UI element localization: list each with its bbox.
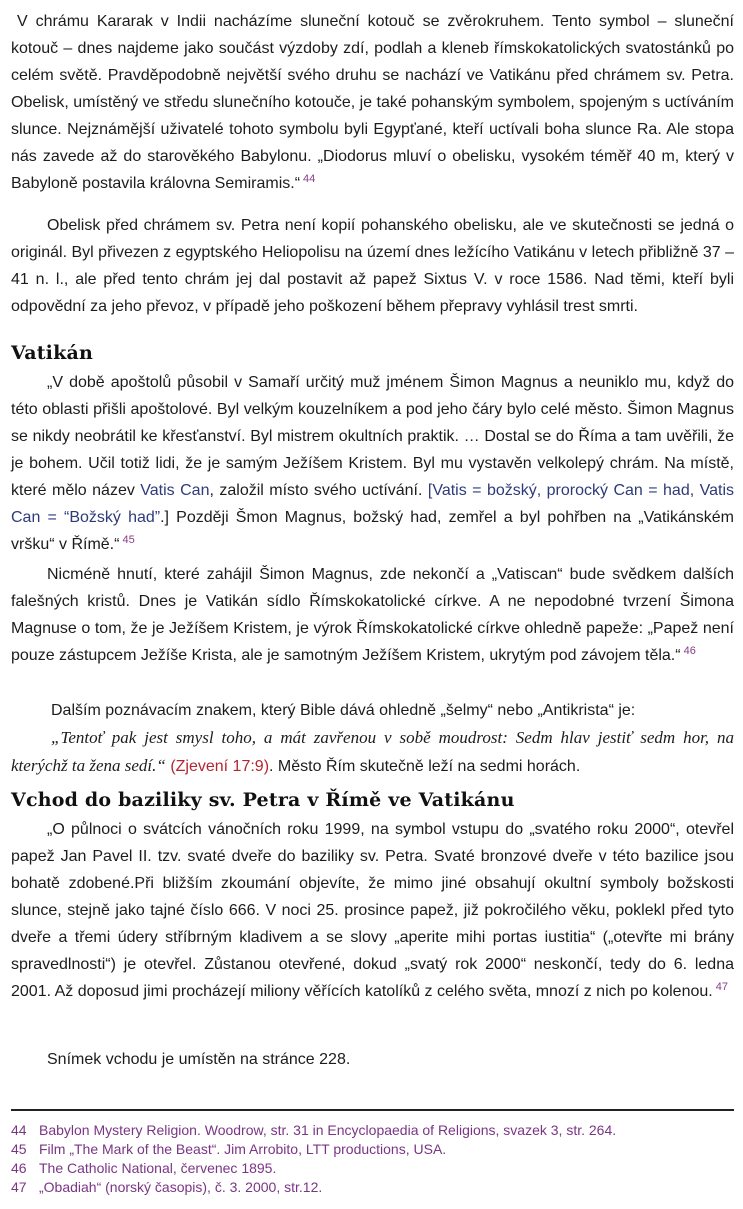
footnote-46 — [11, 1159, 276, 1178]
paragraph-sun-disc — [11, 8, 734, 197]
paragraph-text: V chrámu Kararak v Indii nacházíme sluneční kotouč se zvěrokruhem. Tento symbol – sluneční kotouč – dnes najdeme jako součást výzdoby zdí, podlah a kleneb římskokatolických svatostánků po celém světě. Pravděpodobně největší svého druhu se nachází ve Vatikánu před chrámem sv. Petra. Obelisk, umístěný ve středu slunečního kotouče, je také pohanským symbolem, spojeným s uctíváním slunce. Nejznámější uživatelé tohoto symbolu byli Egypťané, kteří uctívali boha slunce Ra. Ale stopa nás zavede až do starověkého Babylonu. „Diodorus mluví o obelisku, vysokém téměř 40 m, který v Babyloně postavila královna Semiramis.“ — [11, 13, 734, 192]
paragraph-revelation — [11, 724, 734, 780]
heading-basilica: Vchod do baziliky sv. Petra v Římě ve Vatikánu — [11, 789, 515, 811]
footnote-ref-45[interactable]: 45 — [122, 533, 135, 546]
footnote-ref-47[interactable]: 47 — [715, 980, 728, 993]
footnote-number: 45 — [11, 1141, 27, 1157]
footnote-text: Babylon Mystery Religion. Woodrow, str. 31 in Encyclopaedia of Religions, svazek 3, str. 264. — [39, 1122, 617, 1138]
bible-quote: „Tentoť pak jest smysl toho, a mát zavřenou v sobě moudrost: Sedm hlav jestiť sedm hor, na kterýchž ta žena sedí.“ — [11, 728, 734, 775]
footnote-text: Film „The Mark of the Beast“. Jim Arrobito, LTT productions, USA. — [39, 1141, 447, 1157]
paragraph-holy-door — [11, 816, 734, 1005]
bible-reference[interactable]: (Zjevení 17:9) — [170, 758, 270, 775]
paragraph-text: „V době apoštolů působil v Samaří určitý muž jménem Šimon Magnus a neuniklo mu, když do této oblasti přišli apoštolové. Byl velkým kouzelníkem a pod jeho čáry bylo celé město. Šimon Magnus se nikdy neobrátil ke křesťanství. Byl mistrem okultních praktik. … Dostal se do Říma a tam uvěřili, že je bohem. Učil totiž lidi, že je samým Ježíšem Kristem. Byl mu vystavěn velkolepý chrám. Na místě, které mělo název — [11, 374, 734, 499]
footnote-text: „Obadiah“ (norský časopis), č. 3. 2000, str.12. — [39, 1179, 323, 1195]
footnote-number: 47 — [11, 1179, 27, 1195]
paragraph-text: „O půlnoci o svátcích vánočních roku 1999, na symbol vstupu do „svatého roku 2000“, otevřel papež Jan Pavel II. tzv. svaté dveře do baziliky sv. Petra. Svaté bronzové dveře v této bazilice jsou bohatě zdobené.Při bližším zkoumání objevíte, že mimo jiné obsahují okultní symboly božskosti slunce, stejně jako tajné číslo 666. V noci 25. prosince papež, již pokročilého věku, poklekl před tyto dveře a třemi údery stříbrným kladivem a se slovy „aperite mihi portas iustitia“ („otevřte mi brány spravedlnosti“) je otevřel. Zůstanou otevřené, dokud „svatý rok 2000“ neskončí, tedy do 6. ledna 2001. Až doposud jimi procházejí miliony věřících katolíků z celého světa, mnozí z nich po kolenou. — [11, 821, 734, 1000]
paragraph-text: Nicméně hnutí, které zahájil Šimon Magnus, zde nekončí a „Vatiscan“ bude svědkem dalších falešných kristů. Dnes je Vatikán sídlo Římskokatolické církve. A ne nepodobné tvrzení Šimona Magnuse o tom, že je Ježíšem Kristem, je výrok Římskokatolické církve ohledně papeže: „Papež není pouze zástupcem Ježíše Krista, ale je samotným Ježíšem Kristem, ukrytým pod závojem těla.“ — [11, 566, 734, 664]
term-vatis-can: Vatis Can — [140, 482, 210, 499]
paragraph-photo-note: Snímek vchodu je umístěn na stránce 228. — [47, 1051, 351, 1068]
footnote-number: 44 — [11, 1122, 27, 1138]
footnote-divider — [11, 1109, 734, 1111]
paragraph-sign: Dalším poznávacím znakem, který Bible dává ohledně „šelmy“ nebo „Antikrista“ je: — [51, 702, 636, 719]
footnote-ref-44[interactable]: 44 — [303, 172, 316, 185]
footnote-44 — [11, 1121, 616, 1140]
paragraph-vatiscan — [11, 561, 734, 669]
footnote-45 — [11, 1140, 446, 1159]
heading-vatikan: Vatikán — [11, 342, 93, 364]
paragraph-obelisk: Obelisk před chrámem sv. Petra není kopií pohanského obelisku, ale ve skutečnosti se jedná o originál. Byl přivezen z egyptského Heliopolisu na území dnes ležícího Vatikánu v letech přibližně 37 – 41 n. l., ale před tento chrám jej dal postavit až papež Sixtus V. v roce 1586. Nad těmi, kteří byli odpovědní za jeho převoz, v případě jeho poškození během přepravy vyhlásil trest smrti. — [11, 217, 734, 315]
paragraph-text: .] Později Šmon Magnus, božský had, zemřel a byl pohřben na „Vatikánském vršku“ v Římě.“ — [11, 509, 734, 553]
footnote-47 — [11, 1178, 322, 1197]
paragraph-simon-magnus — [11, 369, 734, 558]
paragraph-text: . Město Řím skutečně leží na sedmi horách. — [269, 758, 581, 775]
footnote-number: 46 — [11, 1160, 27, 1176]
term-explanation: [Vatis = božský, prorocký Can = had, Vatis Can = “Božský had” — [11, 482, 734, 526]
footnote-text: The Catholic National, červenec 1895. — [39, 1160, 277, 1176]
footnote-ref-46[interactable]: 46 — [683, 644, 696, 657]
paragraph-text: , založil místo svého uctívání. — [209, 482, 428, 499]
